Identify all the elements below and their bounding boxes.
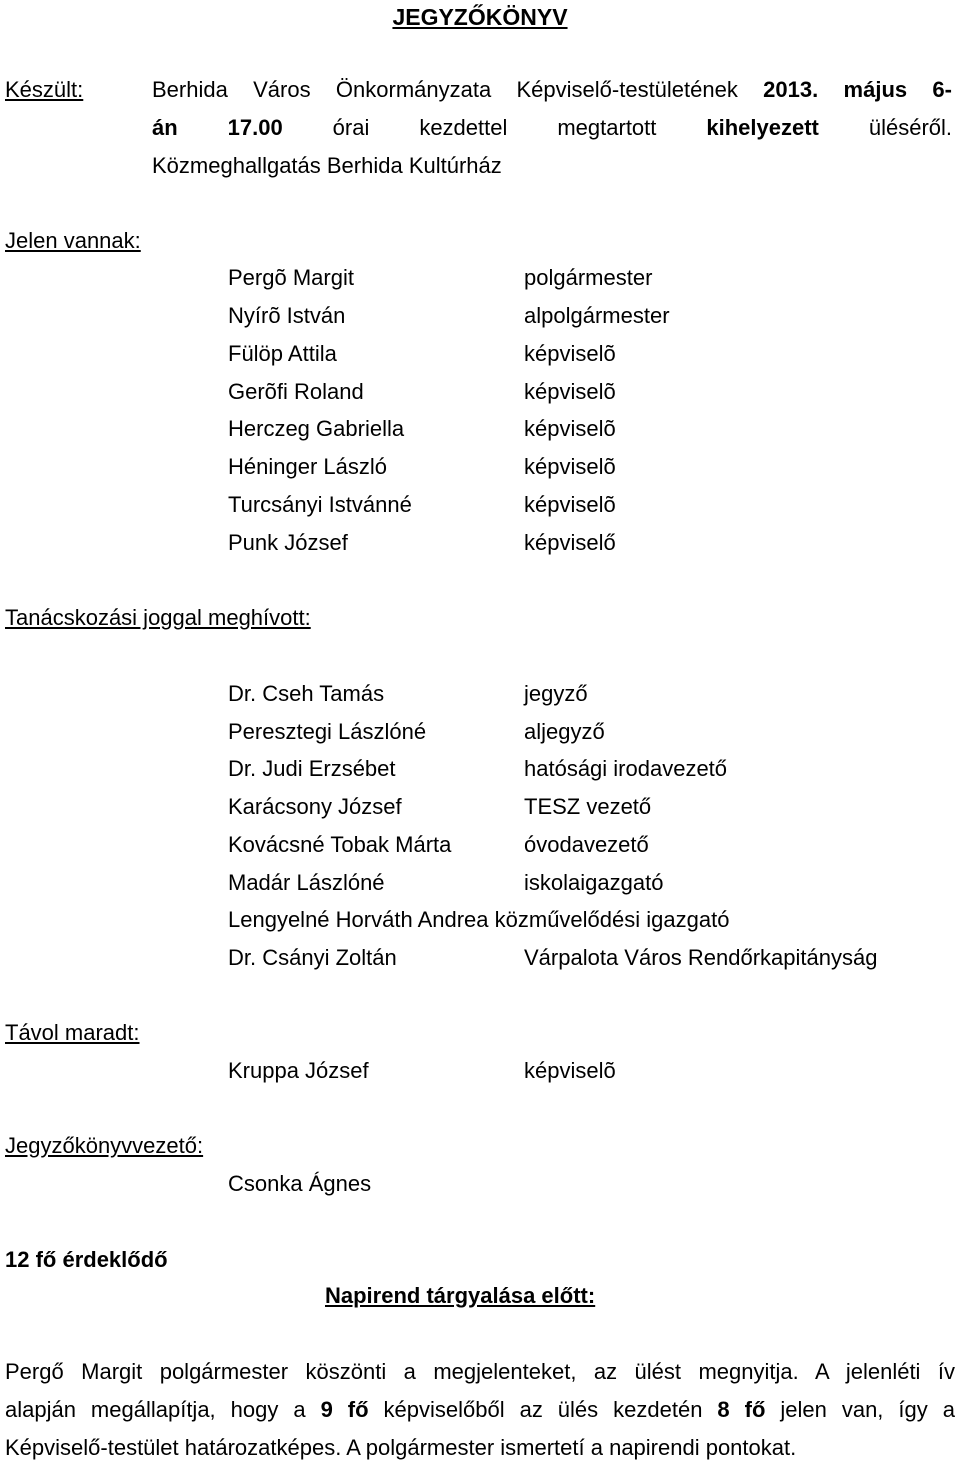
invitee-row [228, 947, 877, 969]
invitee-role: TESZ vezető [524, 794, 652, 819]
member-role: képviselõ [524, 416, 616, 441]
member-role: képviselő [524, 530, 616, 555]
invitee-row [228, 758, 727, 780]
text-run: jelen van, így a [765, 1397, 955, 1422]
invitee-name: Madár Lászlóné [228, 870, 385, 895]
bold-text-run: 2013. május 6- [763, 77, 952, 102]
text-run: Berhida Város Önkormányzata Képviselő-testületének [152, 77, 764, 102]
member-role: polgármester [524, 265, 653, 290]
member-row [228, 418, 616, 440]
document-title: JEGYZŐKÖNYV [392, 4, 568, 30]
text-run: képviselőből az ülés kezdetén [368, 1397, 718, 1422]
member-row [228, 456, 616, 478]
text-run: Képviselő-testület határozatképes. A polgármester ismertetí a napirendi pontokat. [5, 1435, 797, 1460]
text-run: órai kezdettel megtartott [282, 115, 707, 140]
member-name: Nyírõ István [228, 303, 346, 328]
paragraph-line-2 [5, 1399, 955, 1421]
member-name: Herczeg Gabriella [228, 416, 405, 441]
invitee-role: hatósági irodavezető [524, 756, 728, 781]
invitee-row [228, 796, 651, 818]
absent-row [228, 1060, 616, 1082]
invitee-role: jegyző [524, 681, 588, 706]
keszult-line-2 [152, 117, 952, 139]
tanacskozasi-label: Tanácskozási joggal meghívott: [5, 605, 311, 630]
attendee-count: 12 fő érdeklődő [5, 1247, 168, 1272]
absent-role: képviselõ [524, 1058, 616, 1083]
invitee-name: Dr. Judi Erzsébet [228, 756, 396, 781]
member-role: képviselõ [524, 454, 616, 479]
invitee-row [228, 872, 663, 894]
keszult-line-1 [152, 79, 952, 101]
text-run: üléséről. [818, 115, 952, 140]
invitee-name: Karácsony József [228, 794, 402, 819]
invitee-row [228, 834, 649, 856]
text-run: Pergő Margit polgármester köszönti a megjelenteket, az ülést megnyitja. A jelenléti ív [5, 1359, 955, 1384]
member-name: Turcsányi Istvánné [228, 492, 412, 517]
invitee-role: óvodavezető [524, 832, 649, 857]
bold-text-run: án 17.00 [152, 115, 283, 140]
invitee-row [228, 721, 605, 743]
invitee-role: iskolaigazgató [524, 870, 664, 895]
paragraph-line-1 [5, 1361, 955, 1383]
jegyzokonyvvezeto-name: Csonka Ágnes [228, 1171, 372, 1196]
invitee-role: Várpalota Város Rendőrkapitányság [524, 945, 878, 970]
member-role: képviselõ [524, 492, 616, 517]
invitee-name: Dr. Cseh Tamás [228, 681, 385, 706]
bold-text-run: 9 fő [320, 1397, 369, 1422]
invitee-role: aljegyző [524, 719, 605, 744]
invitee-name: Peresztegi Lászlóné [228, 719, 427, 744]
member-name: Pergõ Margit [228, 265, 354, 290]
absent-name: Kruppa József [228, 1058, 369, 1083]
invitee-row [228, 683, 588, 705]
member-name: Fülöp Attila [228, 341, 337, 366]
member-role: képviselõ [524, 341, 616, 366]
member-row [228, 267, 652, 289]
member-row [228, 381, 616, 403]
jelen-vannak-label: Jelen vannak: [5, 228, 141, 253]
jegyzokonyvvezeto-label: Jegyzőkönyvvezető: [5, 1133, 204, 1158]
member-row [228, 532, 616, 554]
member-row [228, 494, 616, 516]
tavol-label: Távol maradt: [5, 1020, 140, 1045]
member-name: Punk József [228, 530, 348, 555]
invitee-combined-row: Lengyelné Horváth Andrea közművelődési igazgató [228, 907, 730, 932]
invitee-name: Dr. Csányi Zoltán [228, 945, 397, 970]
text-run: alapján megállapítja, hogy a [5, 1397, 321, 1422]
bold-text-run: 8 fő [717, 1397, 766, 1422]
member-name: Héninger László [228, 454, 387, 479]
invitee-name: Kovácsné Tobak Márta [228, 832, 452, 857]
section-heading: Napirend tárgyalása előtt: [325, 1283, 596, 1308]
keszult-label: Készült: [5, 77, 84, 102]
member-row [228, 343, 616, 365]
member-role: képviselõ [524, 379, 616, 404]
member-name: Gerõfi Roland [228, 379, 364, 404]
bold-text-run: kihelyezett [706, 115, 819, 140]
member-row [228, 305, 670, 327]
paragraph-line-3 [5, 1437, 955, 1459]
keszult-line-3: Közmeghallgatás Berhida Kultúrház [152, 153, 502, 178]
member-role: alpolgármester [524, 303, 670, 328]
